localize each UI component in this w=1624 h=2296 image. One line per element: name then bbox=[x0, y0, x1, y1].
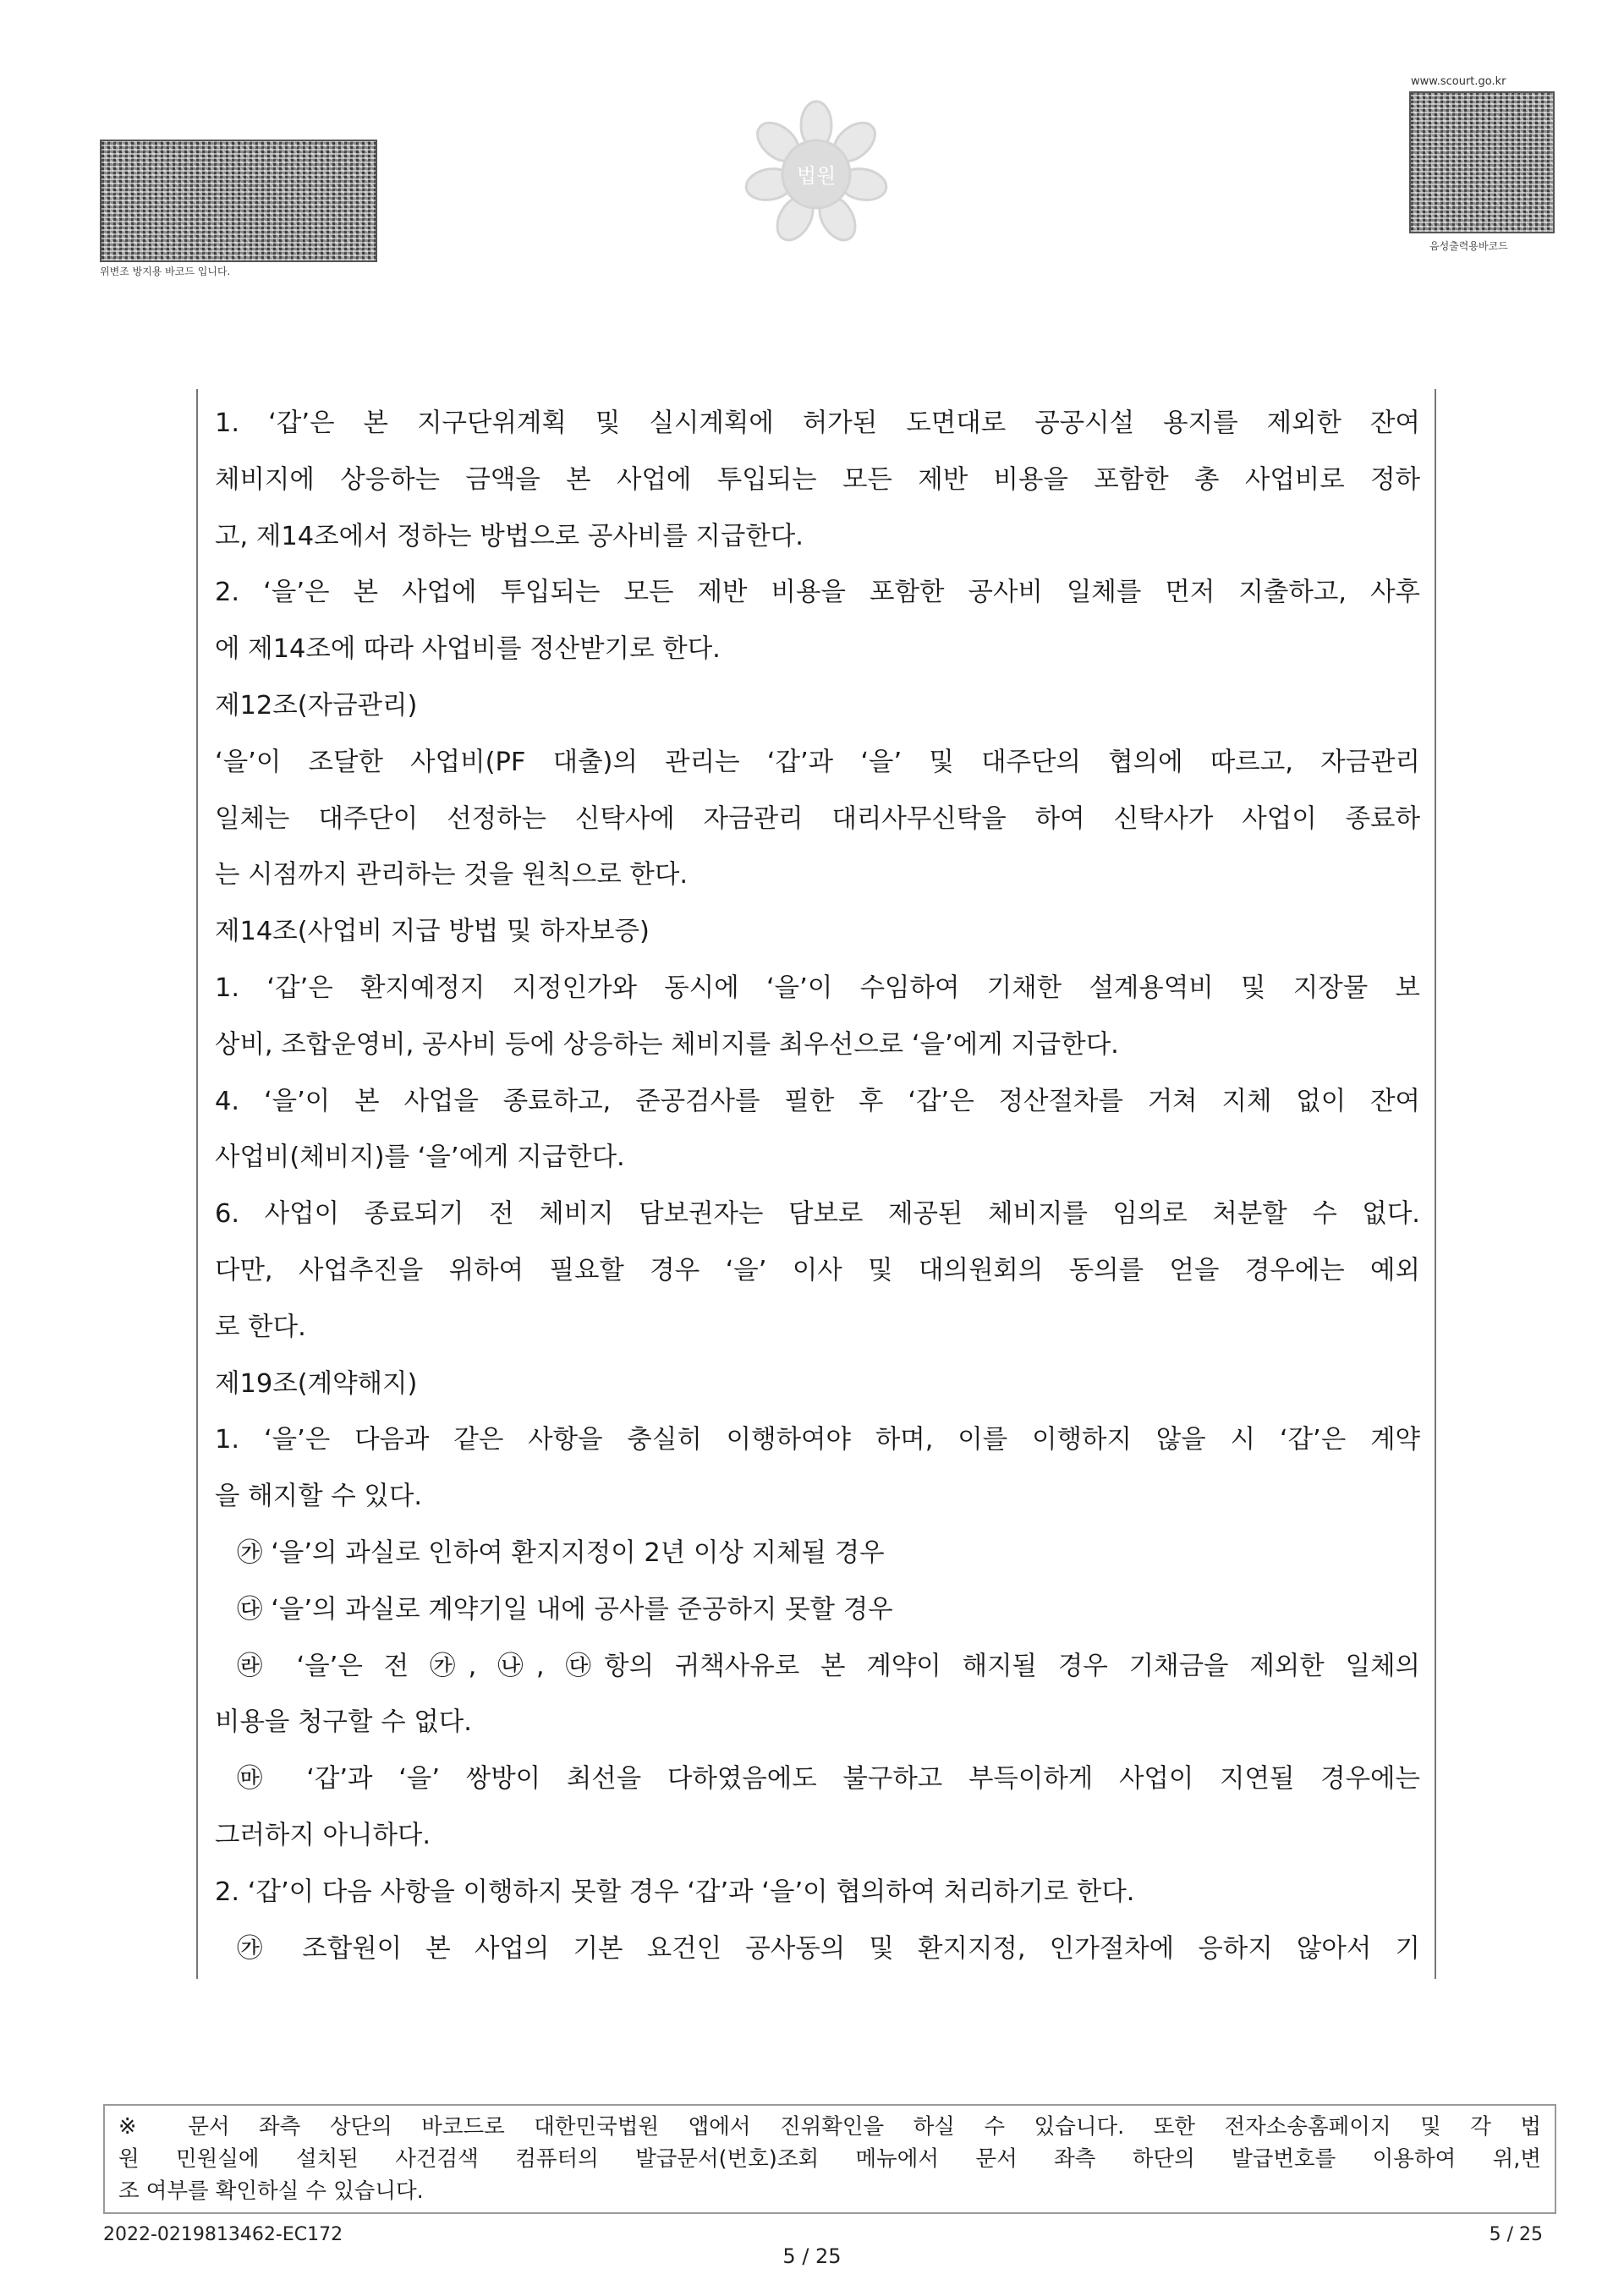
seal-label: 법원 bbox=[796, 164, 837, 188]
body-line: 1. ‘갑’은 환지예정지 지정인가와 동시에 ‘을’이 수임하여 기채한 설계용역비 및 지장물 보 bbox=[215, 973, 1420, 1003]
body-line: 체비지에 상응하는 금액을 본 사업에 투입되는 모든 제반 비용을 포함한 총 사업비로 정하 bbox=[215, 464, 1420, 495]
body-subitem: ㉮ 조합원이 본 사업의 기본 요건인 공사동의 및 환지지정, 인가절차에 응하지 않아서 기 bbox=[237, 1933, 1420, 1964]
body-subitem: ㉲ ‘갑’과 ‘을’ 쌍방이 최선을 다하였음에도 불구하고 부득이하게 사업이 지연될 경우에는 bbox=[237, 1764, 1420, 1795]
left-barcode-caption: 위변조 방지용 바코드 입니다. bbox=[100, 266, 231, 277]
court-seal-icon bbox=[736, 91, 897, 252]
body-line: 비용을 청구할 수 없다. bbox=[215, 1707, 472, 1738]
body-subitem: ㉱ ‘을’은 전 ㉮, ㉯, ㉰항의 귀책사유로 본 계약이 해지될 경우 기채금을 제외한 일체의 bbox=[237, 1651, 1420, 1681]
right-barcode-caption: 음성출력용바코드 bbox=[1429, 240, 1508, 252]
verification-notice bbox=[103, 2104, 1556, 2214]
body-subitem: ㉮ ‘을’의 과실로 인하여 환지지정이 2년 이상 지체될 경우 bbox=[237, 1537, 885, 1568]
body-line: 사업비(체비지)를 ‘을’에게 지급한다. bbox=[215, 1143, 625, 1173]
body-line: 로 한다. bbox=[215, 1312, 306, 1342]
barcode-image bbox=[1409, 91, 1555, 233]
body-line: 일체는 대주단이 선정하는 신탁사에 자금관리 대리사무신탁을 하여 신탁사가 사업이 종료하 bbox=[215, 803, 1420, 834]
body-line: 1. ‘갑’은 본 지구단위계획 및 실시계획에 허가된 도면대로 공공시설 용지를 제외한 잔여 bbox=[215, 408, 1420, 438]
body-line: 그러하지 아니하다. bbox=[215, 1820, 431, 1850]
notice-line: 조 여부를 확인하실 수 있습니다. bbox=[118, 2178, 424, 2204]
document-body bbox=[215, 396, 1420, 1977]
article-heading: 제12조(자금관리) bbox=[215, 690, 418, 721]
court-url: www.scourt.go.kr bbox=[1411, 75, 1506, 88]
body-line: 에 제14조에 따라 사업비를 정산받기로 한다. bbox=[215, 634, 721, 665]
article-heading: 제19조(계약해지) bbox=[215, 1368, 418, 1399]
body-line: 6. 사업이 종료되기 전 체비지 담보권자는 담보로 제공된 체비지를 임의로 처분할 수 없다. bbox=[215, 1199, 1420, 1230]
barcode-image bbox=[100, 140, 377, 262]
page-number-center: 5 / 25 bbox=[782, 2244, 842, 2268]
page-number-right: 5 / 25 bbox=[1489, 2224, 1543, 2245]
body-line: 2. ‘갑’이 다음 사항을 이행하지 못할 경우 ‘갑’과 ‘을’이 협의하여 처리하기로 한다. bbox=[215, 1877, 1135, 1907]
body-line: 을 해지할 수 있다. bbox=[215, 1482, 423, 1512]
body-line: 2. ‘을’은 본 사업에 투입되는 모든 제반 비용을 포함한 공사비 일체를 먼저 지출하고, 사후 bbox=[215, 578, 1420, 608]
body-subitem: ㉰ ‘을’의 과실로 계약기일 내에 공사를 준공하지 못할 경우 bbox=[237, 1594, 893, 1625]
issue-number: 2022-0219813462-EC172 bbox=[103, 2224, 343, 2245]
body-line: 4. ‘을’이 본 사업을 종료하고, 준공검사를 필한 후 ‘갑’은 정산절차를 거쳐 지체 없이 잔여 bbox=[215, 1086, 1420, 1116]
notice-line: 원 민원실에 설치된 사건검색 컴퓨터의 발급문서(번호)조회 메뉴에서 문서 좌측 하단의 발급번호를 이용하여 위,변 bbox=[118, 2146, 1541, 2172]
body-line: 상비, 조합운영비, 공사비 등에 상응하는 체비지를 최우선으로 ‘을’에게 지급한다. bbox=[215, 1029, 1119, 1060]
body-line: ‘을’이 조달한 사업비(PF 대출)의 관리는 ‘갑’과 ‘을’ 및 대주단의 협의에 따르고, 자금관리 bbox=[215, 747, 1420, 777]
body-line: 1. ‘을’은 다음과 같은 사항을 충실히 이행하여야 하며, 이를 이행하지 않을 시 ‘갑’은 계약 bbox=[215, 1425, 1420, 1455]
forgery-prevention-barcode bbox=[100, 140, 377, 262]
voice-output-barcode bbox=[1409, 91, 1555, 233]
notice-line: ※ 문서 좌측 상단의 바코드로 대한민국법원 앱에서 진위확인을 하실 수 있습니다. 또한 전자소송홈페이지 및 각 법 bbox=[118, 2114, 1541, 2140]
body-line: 고, 제14조에서 정하는 방법으로 공사비를 지급한다. bbox=[215, 521, 804, 551]
article-heading: 제14조(사업비 지급 방법 및 하자보증) bbox=[215, 917, 650, 947]
body-line: 다만, 사업추진을 위하여 필요할 경우 ‘을’ 이사 및 대의원회의 동의를 얻을 경우에는 예외 bbox=[215, 1255, 1420, 1285]
body-line: 는 시점까지 관리하는 것을 원칙으로 한다. bbox=[215, 860, 689, 890]
